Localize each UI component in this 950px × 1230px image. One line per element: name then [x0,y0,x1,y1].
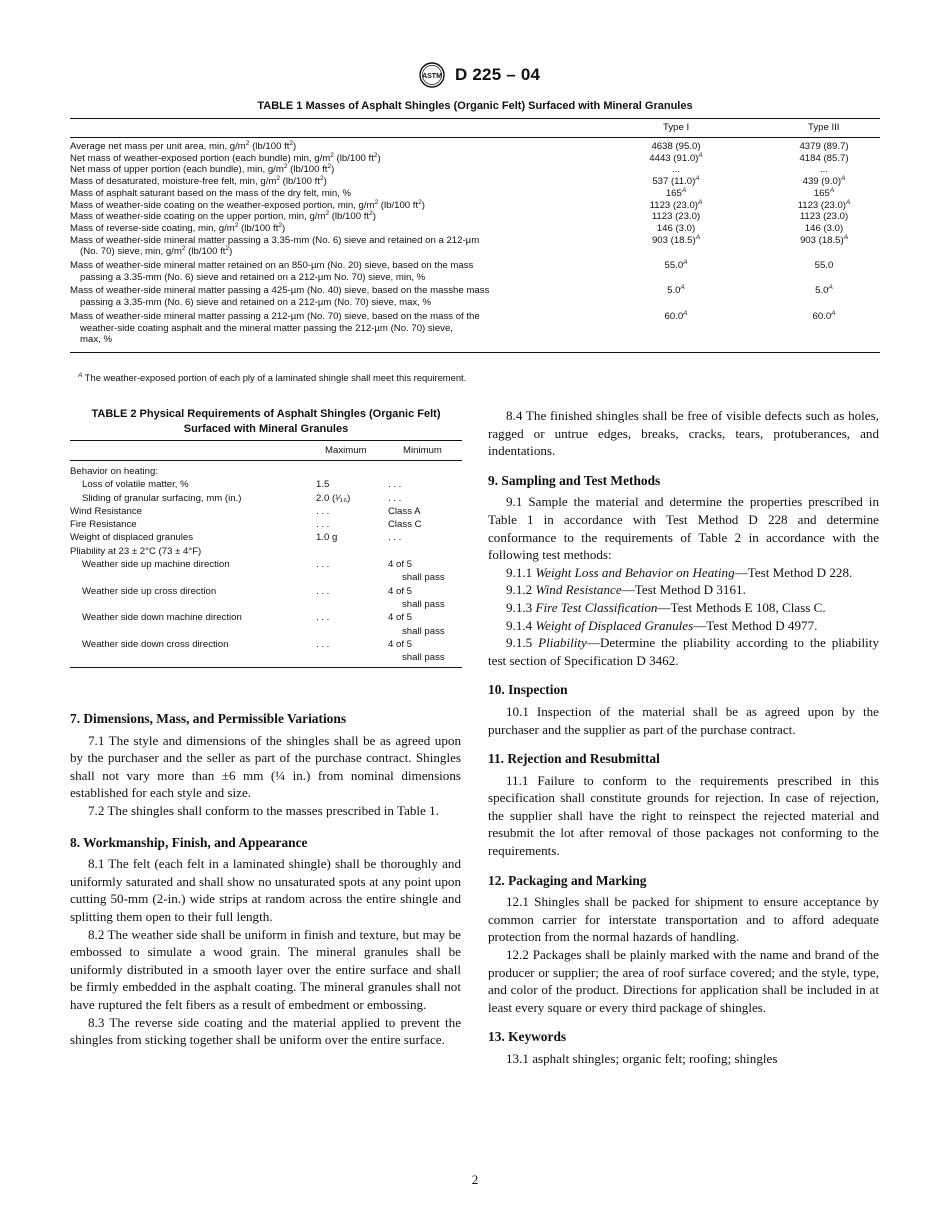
table2-row-label: Weather side up cross direction [82,585,217,597]
table1-cell-t3: $5.0^A$ [815,284,833,297]
table1-cell-t1: $55.0^A$ [664,258,688,272]
table1-footnote [78,372,466,383]
table2-row [70,611,462,638]
table2 [70,440,462,668]
para-8-3: 8.3 The reverse side coating and the material applied to prevent the shingles from sticking together shall be uniform over the entire surface. [70,1014,461,1048]
table1-cell-t1: 1123 (23.0) [651,211,701,223]
table1-cell-t3: 439 $(9.0)^A$ [802,174,846,188]
table1-row-label: Mass of weather-side mineral matter passing a 212-µm (No. 70) sieve, based on the mass of the weather-side coating asphalt and the mineral matter passing the 212-µm (No. 70) sieve, max, % [70,310,480,346]
table1-row [70,285,880,308]
table1-row-label: Mass of weather-side mineral matter retained on an 850-µm (No. 20) sieve, based on the mass passing a 3.35-mm (No. 6) sieve and retained on a 212-µm No. 70) sieve, min, % [70,260,474,283]
para-13-1: 13.1 asphalt shingles; organic felt; roofing; shingles [506,1051,778,1066]
table1-cell-t1: 1123 $(23.0)^A$ [649,198,703,211]
left-column [70,710,461,1049]
section-11-heading: 11. Rejection and Resubmittal [488,751,660,767]
table2-cell-min: Class A [388,505,421,517]
table2-cell-min: . . . [388,532,402,544]
table1-cell-t3: 903 $(18.5)^A$ [799,233,849,246]
table1-row [70,188,880,200]
para-8-1: 8.1 The felt (each felt in a laminated shingle) shall be thoroughly and uniformly saturated and shall show no unsaturated spots at any point upon cutting 50-mm (2-in.) wide strips at random across the entire shingle and splitting them open to their full length. [70,856,461,924]
section-12-heading: 12. Packaging and Marking [488,872,647,888]
section-13-heading: 13. Keywords [488,1029,567,1045]
astm-logo-text: ASTM [422,73,442,80]
table2-row [70,518,462,531]
table2-cell-min: 4 of 5 shall pass [388,559,445,584]
table1-cell-t3: $60.0^A$ [812,309,836,322]
table2-col-max: Maximum [325,445,367,456]
table1-cell-t3: 55.0 [814,260,834,272]
table2-row [70,558,462,585]
para-9-1-3: 9.1.3 Fire Test Classification—Test Methods E 108, Class C. [506,599,826,615]
table2-row [70,638,462,665]
table1-row [70,260,880,283]
table2-cell-max: . . . [316,638,330,650]
table2-row [70,531,462,544]
para-8-4: 8.4 The finished shingles shall be free of visible defects such as holes, ragged or untrue edges, breaks, cracks, tears, protuberances, and indentations. [488,408,879,459]
table1-cell-t1: ... [672,164,680,176]
para-11-1: 11.1 Failure to conform to the requirements prescribed in this specification shall constitute grounds for rejection. In case of rejection, the supplier shall have the right to reinspect the rejected material and resubmit the lot after removal of those packages not conforming to the requirements. [488,772,879,859]
section-8-heading: 8. Workmanship, Finish, and Appearance [70,834,308,850]
table2-cell-max: . . . [316,612,330,624]
table1-row [70,153,880,165]
para-9-1-4: 9.1.4 Weight of Displaced Granules—Test Method D 4977. [506,617,818,633]
table2-cell-min: . . . [388,492,402,504]
table2-header [70,440,462,461]
table1-row [70,164,880,176]
table2-caption: TABLE 2 Physical Requirements of Asphalt Shingles (Organic Felt) Surfaced with Mineral Granules [91,408,441,435]
table2-row-label: Weather side down machine direction [82,612,242,624]
table2-cell-min: . . . [388,479,402,491]
astm-logo-icon [419,62,445,88]
table2-cell-max: . . . [316,519,330,531]
para-9-1-5: 9.1.5 Pliability—Determine the pliability according to the pliability test section of Specification D 3462. [488,635,879,668]
table1-row [70,223,880,235]
para-9-1-1: 9.1.1 Weight Loss and Behavior on Heating—Test Method D 228. [506,564,853,580]
footnote-mark: A [78,371,83,379]
table2-cell-max: 1.5 [316,479,330,491]
table1-cell-t3: 1123 $(23.0)^A$ [797,198,851,211]
table2-cell-min: 4 of 5 shall pass [388,585,445,610]
table2-cell-min: 4 of 5 shall pass [388,612,445,637]
table1-row-label: Net mass of weather-exposed portion (each bundle) min, $g/m^2$ (lb/100 $ft^2$) [70,151,381,164]
table1-row-label: Mass of weather-side coating on the weather-exposed portion, min, $g/m^2$ (lb/100 $ft^2$) [70,198,425,211]
para-9-1-2: 9.1.2 Wind Resistance—Test Method D 3161. [506,582,746,598]
table2-cell-min: Class C [388,519,422,531]
table1-row-label: Mass of weather-side mineral matter passing a 3.35-mm (No. 6) sieve and retained on a 212-µm (No. 70) sieve, min, $g/m^2$ (lb/100 $ft^2$) [70,234,480,258]
table1-cell-t3: 146 (3.0) [804,222,844,234]
table1-cell-t3: ... [820,164,828,176]
section-7-heading: 7. Dimensions, Mass, and Permissible Variations [70,711,347,726]
table1-row [70,235,880,258]
table2-row [70,478,462,491]
table1-cell-t1: $60.0^A$ [664,309,688,322]
table2-row [70,585,462,612]
table1-row [70,141,880,153]
table1-cell-t3: 4379 (89.7) [799,141,849,152]
para-7-1: 7.1 The style and dimensions of the shingles shall be as agreed upon by the purchaser and the seller as part of the purchase contract. Shingles shall not vary more than ±6 mm (¼ in.) from nominal dimensions established for each style and size. [70,732,461,801]
table2-row-label: Pliability at 23 ± 2°C (73 ± 4°F) [70,545,202,557]
table2-row [70,545,462,558]
table2-row-label: Weather side up machine direction [82,559,230,571]
table2-cell-min: 4 of 5 shall pass [388,638,445,664]
table1-row-label: Mass of weather-side mineral matter passing a 425-µm (No. 40) sieve, based on the masshe mass passing a 3.35-mm (No. 6) sieve and retained on a 212-µm (No. 70) sieve, max, % [70,285,490,309]
table1-body [70,138,880,353]
table2-row-label: Behavior on heating: [70,466,159,477]
table1-row-label: Net mass of upper portion (each bundle), min, $g/m^2$ (lb/100 $ft^2$) [70,163,335,176]
table2-row-label: Weight of displaced granules [70,532,194,544]
para-9-1: 9.1 Sample the material and determine the properties prescribed in Table 1 in accordance with Test Method D 228 and determine conformance to the requirements of Table 2 in accordance with the following test methods: [488,494,879,563]
table2-cell-max: . . . [316,505,330,517]
table1-row-label: Average net mass per unit area, min, $g/m^2$ (lb/100 $ft^2$) [70,139,297,152]
table1-cell-t1: 903 $(18.5)^A$ [651,233,701,246]
table2-row [70,505,462,518]
table2-cell-max: . . . [316,585,330,597]
table2-col-min: Minimum [403,445,442,456]
table2-row-label: Fire Resistance [70,519,137,531]
table1-cell-t3: 4184 (85.7) [799,152,849,164]
table1-row [70,200,880,212]
table1-row-label: Mass of reverse-side coating, min, $g/m^2$ (lb/100 $ft^2$) [70,221,286,234]
table1-caption: TABLE 1 Masses of Asphalt Shingles (Organic Felt) Surfaced with Mineral Granules [257,100,693,112]
table1-row [70,211,880,223]
table1-row [70,311,880,346]
page-number: 2 [471,1172,479,1187]
table1-col-type3: Type III [808,122,840,133]
para-8-2: 8.2 The weather side shall be uniform in finish and texture, but may be embossed to simulate a wood grain. The mineral granules shall be uniformly distributed in a smooth layer over the entire surface and shall be firmly embedded in the asphalt coating. The mineral granules shall not have ruptured the felt fibers as a result of embedment or embossing. [70,926,461,1012]
section-10-heading: 10. Inspection [488,682,568,698]
para-12-2: 12.2 Packages shall be plainly marked with the name and brand of the producer or supplier; the area of roof surface covered; and the style, type, and color of the product. Directions for application shall be included in at least every square or every third package of shingles. [488,947,879,1015]
table1-cell-t1: $165^A$ [665,186,687,199]
table1-row-label: Mass of asphalt saturant based on the mass of the dry felt, min, % [70,187,352,199]
table2-cell-max: . . . [316,559,330,571]
table2-row [70,492,462,505]
para-7-2: 7.2 The shingles shall conform to the masses prescribed in Table 1. [88,802,439,818]
table1-cell-t3: 1123 (23.0) [799,211,849,223]
table2-row [70,465,462,478]
table2-row-label: Wind Resistance [70,505,142,517]
table1-header [70,118,880,138]
table1 [70,118,880,353]
para-12-1: 12.1 Shingles shall be packed for shipment to ensure acceptance by common carrier for interstate transportation and to afford adequate protection from the normal hazards of handling. [488,894,879,945]
table2-cell-max: 2.0 (¹⁄₁₆) [316,492,351,504]
table2-row-label: Loss of volatile matter, % [82,479,189,491]
table1-cell-t1: 4638 (95.0) [651,141,701,152]
page-header [0,62,950,92]
table1-row-label: Mass of desaturated, moisture-free felt, min, $g/m^2$ (lb/100 $ft^2$) [70,174,327,188]
table2-row-label: Sliding of granular surfacing, mm (in.) [82,492,242,504]
table1-col-type1: Type I [663,122,690,133]
table2-cell-max: 1.0 g [316,532,338,544]
right-column [488,407,879,1068]
table1-cell-t1: 4443 $(91.0)^A$ [649,151,703,164]
table2-body [70,461,462,668]
table1-row [70,176,880,188]
para-10-1: 10.1 Inspection of the material shall be as agreed upon by the purchaser and the supplier as part of the purchase contract. [488,703,879,737]
table1-cell-t1: $5.0^A$ [667,284,685,297]
standard-designation: D 225 – 04 [455,65,541,84]
table2-row-label: Weather side down cross direction [82,638,229,650]
table1-cell-t3: $165^A$ [813,186,835,199]
table1-cell-t1: 537 $(11.0)^A$ [652,174,700,188]
table1-cell-t1: 146 (3.0) [656,222,696,234]
footnote-text: The weather-exposed portion of each ply of a laminated shingle shall meet this requirement. [84,372,467,383]
section-9-heading: 9. Sampling and Test Methods [488,472,661,488]
table1-row-label: Mass of weather-side coating on the upper portion, min, $g/m^2$ (lb/100 $ft^2$) [70,210,376,223]
